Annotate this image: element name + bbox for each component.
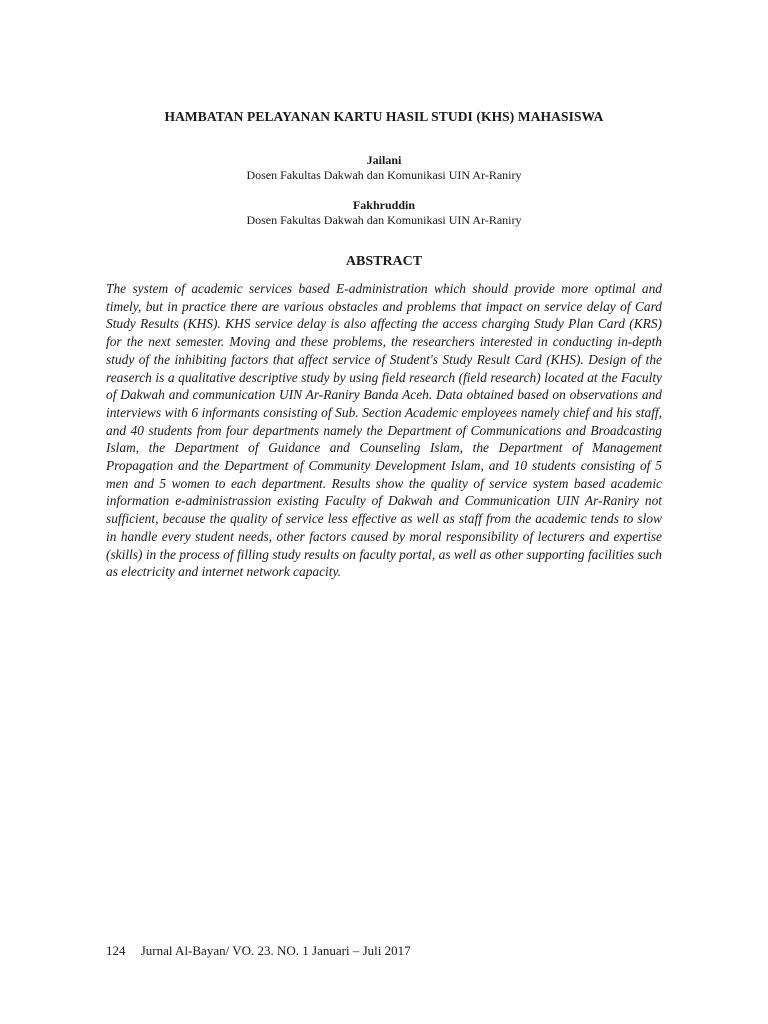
author-affiliation: Dosen Fakultas Dakwah dan Komunikasi UIN Ar-Raniry (246, 213, 522, 227)
page-number: 124 (106, 943, 126, 958)
article-title: HAMBATAN PELAYANAN KARTU HASIL STUDI (KHS) MAHASISWA (164, 109, 604, 124)
abstract-text: The system of academic services based E-administration which should provide more optimal and timely, but in practice there are various obstacles and problems that impact on service delay of Card Study Results (KHS). KHS service delay is also affecting the access charging Study Plan Card (KRS) for the next semester. Moving and these problems, the researchers interested in conducting in-depth study of the inhibiting factors that affect service of Student's Study Result Card (KHS). Design of the reaserch is a qualitative descriptive study by using field research (field research) located at the Faculty of Dakwah and communication UIN Ar-Raniry Banda Aceh. Data obtained based on observations and interviews with 6 informants consisting of Sub. Section Academic employees namely chief and his staff, and 40 students from four departments namely the Department of Communications and Broadcasting Islam, the Department of Guidance and Counseling Islam, the Department of Management Propagation and the Department of Community Development Islam, and 10 students consisting of 5 men and 5 women to each department. Results show the quality of service system based academic information e-administrassion existing Faculty of Dakwah and Communication UIN Ar-Raniry not sufficient, because the quality of service less effective as well as staff from the academic tends to slow in handle every student needs, other factors caused by moral responsibility of lecturers and expertise (skills) in the process of filling study results on faculty portal, as well as other supporting facilities such as electricity and internet network capacity. (106, 281, 662, 580)
author-affiliation: Dosen Fakultas Dakwah dan Komunikasi UIN Ar-Raniry (246, 168, 522, 182)
page-footer (106, 943, 411, 959)
abstract-heading: ABSTRACT (345, 254, 423, 269)
journal-citation: Jurnal Al-Bayan/ VO. 23. NO. 1 Januari – Juli 2017 (140, 943, 411, 958)
author-block-2 (0, 198, 768, 228)
author-name: Jailani (366, 153, 402, 167)
author-block-1 (0, 153, 768, 183)
author-name: Fakhruddin (352, 198, 416, 212)
